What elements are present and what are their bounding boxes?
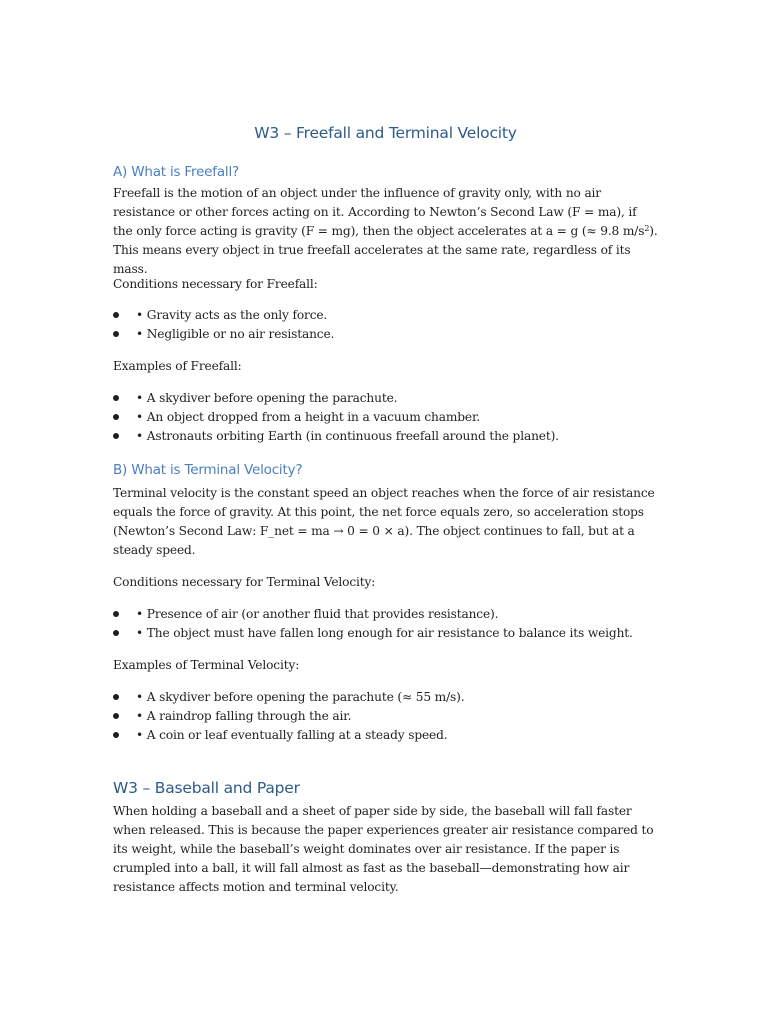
heading-baseball-and-paper: W3 – Baseball and Paper (113, 779, 300, 797)
bullet-icon (113, 312, 119, 318)
bullet-icon (113, 414, 119, 420)
terminal-velocity-examples-label: Examples of Terminal Velocity: (113, 658, 300, 672)
document-title: W3 – Freefall and Terminal Velocity (254, 124, 517, 142)
bullet-icon (113, 694, 119, 700)
bullet-icon (113, 331, 119, 337)
bullet-icon (113, 630, 119, 636)
heading-what-is-freefall: A) What is Freefall? (113, 164, 239, 180)
freefall-paragraph (113, 184, 658, 279)
freefall-paragraph-text-2: ). This means every object in true freefall accelerates at the same rate, regardless of its mass. (113, 224, 658, 276)
bullet-icon (113, 395, 119, 401)
freefall-examples-label: Examples of Freefall: (113, 359, 242, 373)
bullet-icon (113, 732, 119, 738)
freefall-paragraph-text-1: Freefall is the motion of an object under the influence of gravity only, with no air resistance or other forces acting on it. According to Newton’s Second Law (F = ma), if the only force acting is gravity (F = mg), then the object accelerates at a = g (≈ 9.8 m/s (113, 186, 645, 238)
superscript-two: 2 (644, 224, 650, 233)
baseball-paper-paragraph: When holding a baseball and a sheet of paper side by side, the baseball will fall faster when released. This is because the paper experiences greater air resistance compared to its weight, while the baseball’s weight dominates over air resistance. If the paper is crumpled into a ball, it will fall almost as fast as the baseball—demonstrating how air resistance affects motion and terminal velocity. (113, 804, 654, 894)
bullet-icon (113, 433, 119, 439)
bullet-icon (113, 713, 119, 719)
heading-what-is-terminal-velocity: B) What is Terminal Velocity? (113, 462, 303, 478)
freefall-conditions-label: Conditions necessary for Freefall: (113, 277, 318, 291)
terminal-velocity-paragraph: Terminal velocity is the constant speed an object reaches when the force of air resistance equals the force of gravity. At this point, the net force equals zero, so acceleration stops (Newton’s Second Law: F_net = ma → 0 = 0 × a). The object continues to fall, but at a steady speed. (113, 486, 655, 557)
terminal-velocity-conditions-label: Conditions necessary for Terminal Velocity: (113, 575, 376, 589)
document-page: W3 – Freefall and Terminal Velocity A) What is Freefall? Freefall is the motion of an object under the influence of gravity only, with no air resistance or other forces acting on it. According to Newton’s Second Law (F = ma), if the only force acting is gravity (F = mg), then the object accelerates at a = g (≈ 9.8 $m/s^2$). This means every object in true freefall accelerates at the same rate, regardless of its mass. Conditions necessary for Freefall: • Gravity acts as the only force. • Negligible or no air resistance. Examples of Freefall: • A skydiver before opening the parachute. • An object dropped from a height in a vacuum chamber. • Astronauts orbiting Earth (in continuous freefall around the planet). B) What is Terminal Velocity? Terminal velocity is the constant speed an object reaches when the force of air resistance equals the force of gravity. At this point, the net force equals zero, so acceleration stops (Newton’s Second Law: F_net = ma → 0 = 0 × a). The object continues to fall, but at a steady speed. Conditions necessary for Terminal Velocity: • Presence of air (or another fluid that provides resistance). • The object must have fallen long enough for air resistance to balance its weight. Examples of Terminal Velocity: • A skydiver before opening the parachute (≈ 55 m/s). • A raindrop falling through the air. • A coin or leaf eventually falling at a steady speed. W3 – Baseball and Paper When holding a baseball and a sheet of paper side by side, the baseball will fall faster when released. This is because the paper experiences greater air resistance compared to its weight, while the baseball’s weight dominates over air resistance. If the paper is crumpled into a ball, it will fall almost as fast as the baseball—demonstrating how air resistance affects motion and terminal velocity. (113, 0, 658, 1024)
bullet-icon (113, 611, 119, 617)
